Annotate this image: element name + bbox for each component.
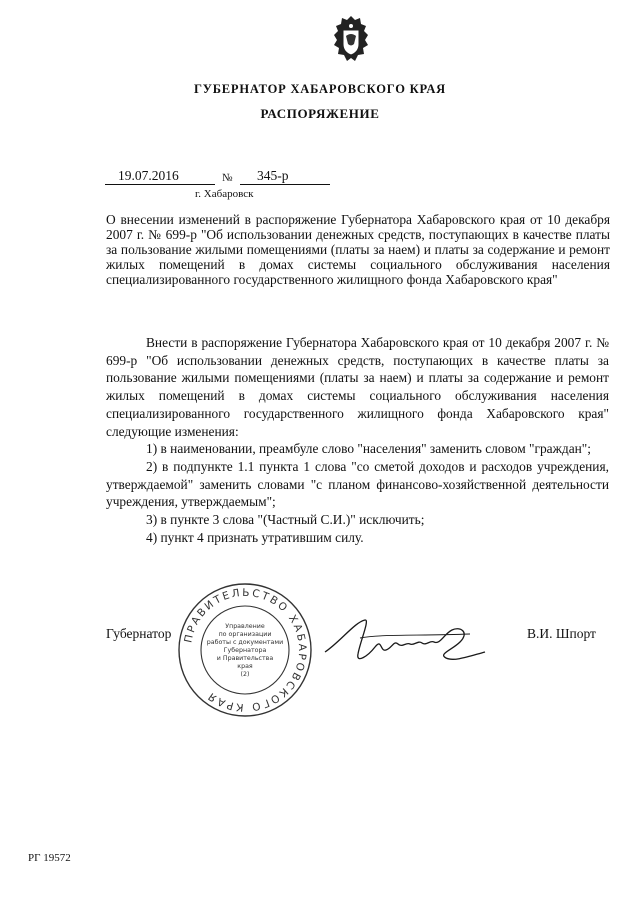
svg-text:и Правительства: и Правительства — [216, 655, 274, 662]
official-seal-icon — [175, 580, 315, 720]
svg-text:работы с документами: работы с документами — [206, 639, 284, 646]
signatory-title: Губернатор — [106, 626, 172, 641]
issuer-title: ГУБЕРНАТОР ХАБАРОВСКОГО КРАЯ — [193, 82, 447, 96]
coat-of-arms-icon — [330, 14, 372, 66]
document-body — [106, 334, 609, 546]
svg-text:Управление: Управление — [225, 623, 265, 630]
document-subject: О внесении изменений в распоряжение Губернатора Хабаровского края от 10 декабря 2007 г. № 699-р "Об использовании денежных средств, поступающих в качестве платы за пользование жилыми помещениями (платы за наем) и платы за содержание и ремонт жилых помещений в домах системы социального обслуживания населения специализированного государственного жилищного фонда Хабаровского края" — [106, 212, 610, 287]
document-type: РАСПОРЯЖЕНИЕ — [260, 106, 380, 121]
body-paragraph: Внести в распоряжение Губернатора Хабаровского края от 10 декабря 2007 г. № 699-р "Об использовании денежных средств, поступающих в качестве платы за пользование жилыми помещениями (платы за наем) и платы за содержание и ремонт жилых помещений в домах системы социального обслуживания населения специализированного государственного жилищного фонда Хабаровского края" следующие изменения: — [106, 335, 609, 439]
svg-text:ПРАВИТЕЛЬСТВО ХАБАРОВСКОГО КРА: ПРАВИТЕЛЬСТВО ХАБАРОВСКОГО КРАЯ — [182, 586, 309, 714]
svg-text:по организации: по организации — [218, 631, 272, 638]
signatory-name: В.И. Шпорт — [527, 626, 596, 641]
svg-text:края: края — [237, 663, 253, 670]
body-item-4: 4) пункт 4 признать утратившим силу. — [146, 529, 364, 545]
body-item-3: 3) в пункте 3 слова "(Частный С.И.)" исключить; — [146, 512, 425, 528]
handwritten-signature-icon — [320, 612, 490, 672]
number-underline — [240, 184, 330, 185]
svg-text:(2): (2) — [240, 671, 250, 678]
svg-text:Губернатора: Губернатора — [223, 647, 267, 654]
document-city: г. Хабаровск — [195, 188, 254, 200]
document-date: 19.07.2016 — [118, 168, 179, 183]
document-number: 345-р — [257, 168, 289, 183]
body-item-1: 1) в наименовании, преамбуле слово "населения" заменить словом "граждан"; — [146, 441, 591, 457]
registration-number: РГ 19572 — [28, 852, 71, 864]
number-label: № — [222, 172, 233, 184]
body-item-2: 2) в подпункте 1.1 пункта 1 слова "со сметой доходов и расходов учреждения, утверждаемой" заменить словами "с планом финансово-хозяйственной деятельности учреждения, утверждаемым"; — [106, 458, 609, 510]
date-underline — [105, 184, 215, 185]
